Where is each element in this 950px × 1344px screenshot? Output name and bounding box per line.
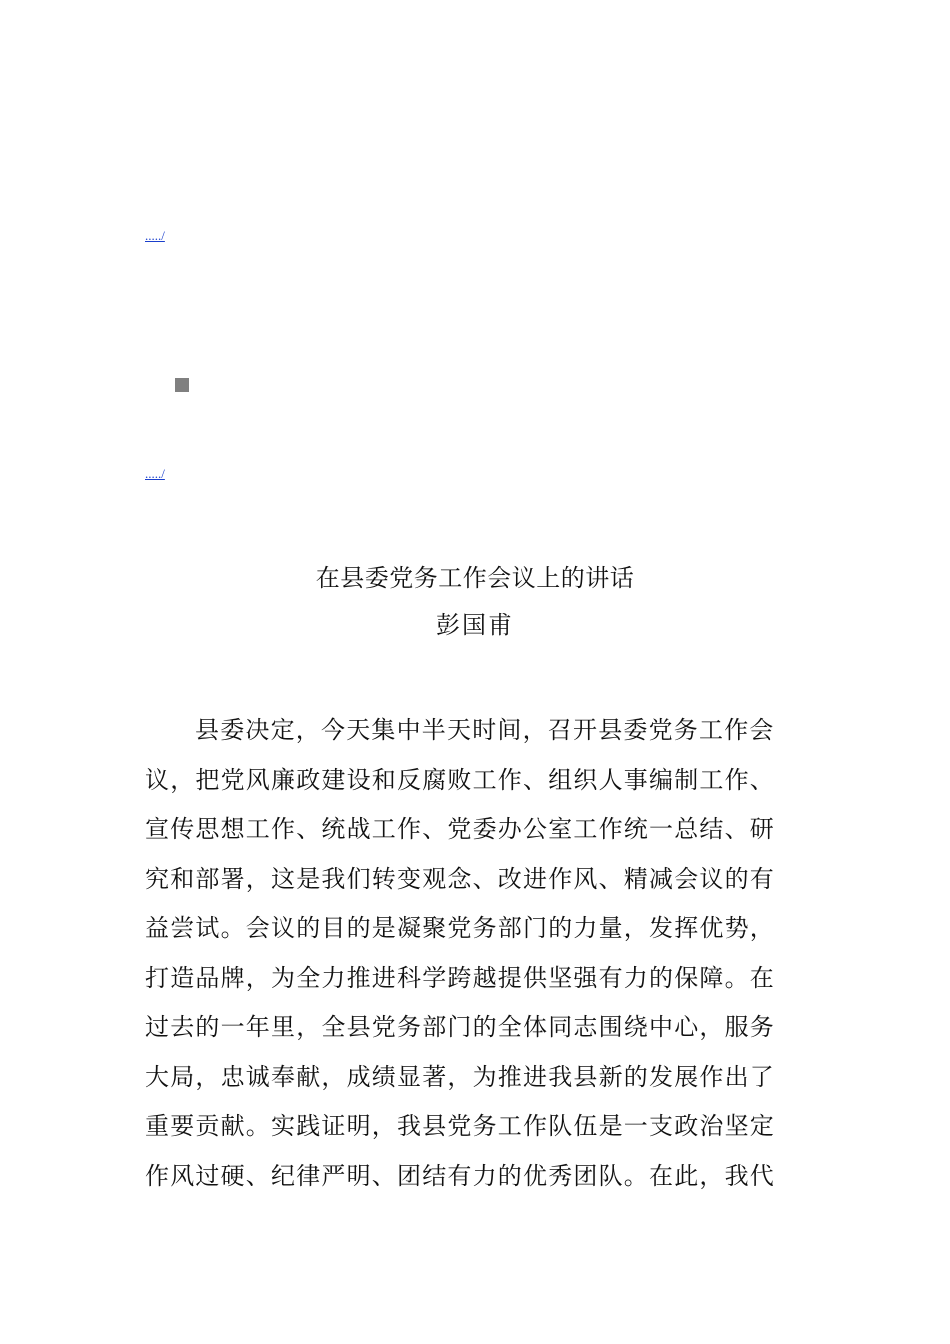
body-line: 议，把党风廉政建设和反腐败工作、组织人事编制工作、: [145, 765, 775, 794]
body-line: 重要贡献。实践证明，我县党务工作队伍是一支政治坚定: [145, 1112, 775, 1140]
body-line: 县委决定，今天集中半天时间，召开县委党务工作会: [195, 716, 775, 744]
body-line: 益尝试。会议的目的是凝聚党务部门的力量，发挥优势，: [145, 914, 775, 942]
body-line: 宣传思想工作、统战工作、党委办公室工作统一总结、研: [145, 815, 775, 843]
square-bullet-icon: [175, 378, 189, 392]
document-body: [145, 706, 805, 1201]
body-line: 作风过硬、纪律严明、团结有力的优秀团队。在此，我代: [145, 1161, 775, 1190]
body-line: 过去的一年里，全县党务部门的全体同志围绕中心，服务: [145, 1013, 775, 1041]
top-link[interactable]: ...../: [145, 228, 165, 243]
second-link[interactable]: ...../: [145, 466, 165, 481]
body-line: 打造品牌，为全力推进科学跨越提供坚强有力的保障。在: [145, 963, 775, 992]
body-line: 大局，忠诚奉献，成绩显著，为推进我县新的发展作出了: [145, 1062, 775, 1091]
body-line: 究和部署，这是我们转变观念、改进作风、精减会议的有: [145, 864, 775, 893]
document-author: 彭国甫: [436, 611, 514, 639]
document-title: 在县委党务工作会议上的讲话: [315, 564, 635, 592]
